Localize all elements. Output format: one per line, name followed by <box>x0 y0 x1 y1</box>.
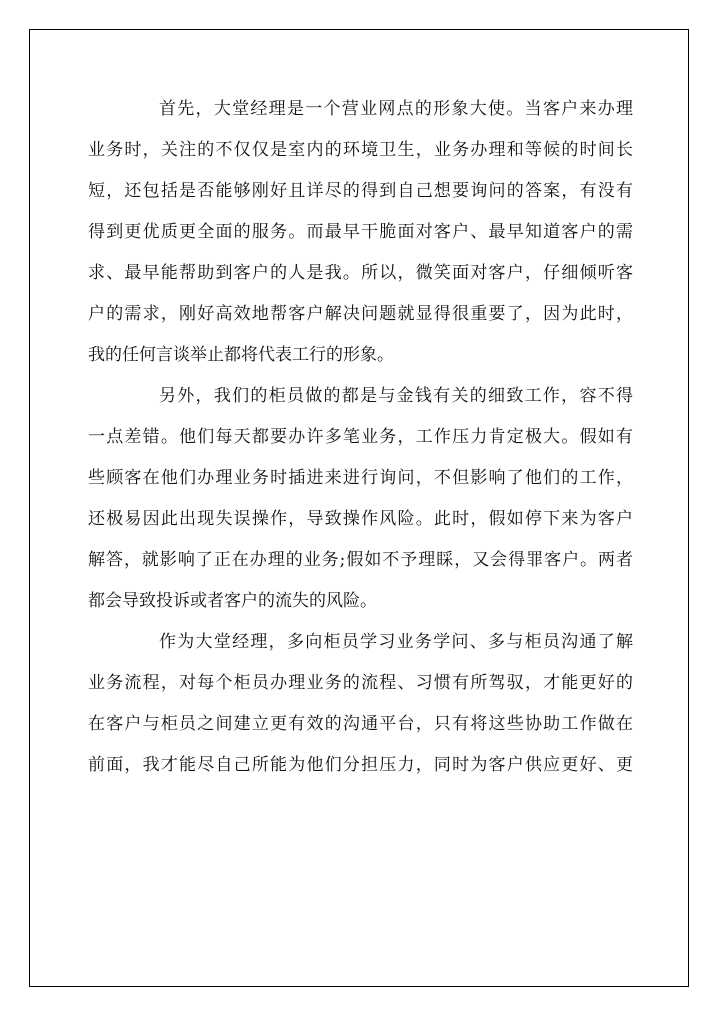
text-line: 一点差错。他们每天都要办许多笔业务，工作压力肯定极大。假如有 <box>88 427 633 447</box>
text-line: 首先，大堂经理是一个营业网点的形象大使。当客户来办理 <box>159 99 633 119</box>
paragraph-3 <box>88 627 633 791</box>
text-line: 业务流程，对每个柜员办理业务的流程、习惯有所驾驭，才能更好的 <box>88 673 633 693</box>
text-line: 我的任何言谈举止都将代表工行的形象。 <box>88 345 394 365</box>
text-line: 解答，就影响了正在办理的业务;假如不予理睬，又会得罪客户。两者 <box>88 550 633 570</box>
text-line: 些顾客在他们办理业务时插进来进行询问，不但影响了他们的工作， <box>88 468 633 488</box>
paragraph-2 <box>88 381 633 627</box>
text-line: 作为大堂经理，多向柜员学习业务学问、多与柜员沟通了解 <box>159 632 633 652</box>
text-line: 在客户与柜员之间建立更有效的沟通平台，只有将这些协助工作做在 <box>88 714 633 734</box>
text-line: 得到更优质更全面的服务。而最早干脆面对客户、最早知道客户的需 <box>88 222 633 242</box>
text-line: 还极易因此出现失误操作，导致操作风险。此时，假如停下来为客户 <box>88 509 633 529</box>
paragraph-1 <box>88 94 633 381</box>
text-line: 都会导致投诉或者客户的流失的风险。 <box>88 591 377 611</box>
text-line: 短，还包括是否能够刚好且详尽的得到自己想要询问的答案，有没有 <box>88 181 633 201</box>
text-line: 另外，我们的柜员做的都是与金钱有关的细致工作，容不得 <box>159 386 633 406</box>
text-line: 前面，我才能尽自己所能为他们分担压力，同时为客户供应更好、更 <box>88 755 633 775</box>
document-body <box>88 94 633 791</box>
text-line: 户的需求，刚好高效地帮客户解决问题就显得很重要了，因为此时， <box>88 304 633 324</box>
text-line: 业务时，关注的不仅仅是室内的环境卫生，业务办理和等候的时间长 <box>88 140 633 160</box>
text-line: 求、最早能帮助到客户的人是我。所以，微笑面对客户，仔细倾听客 <box>88 263 633 283</box>
